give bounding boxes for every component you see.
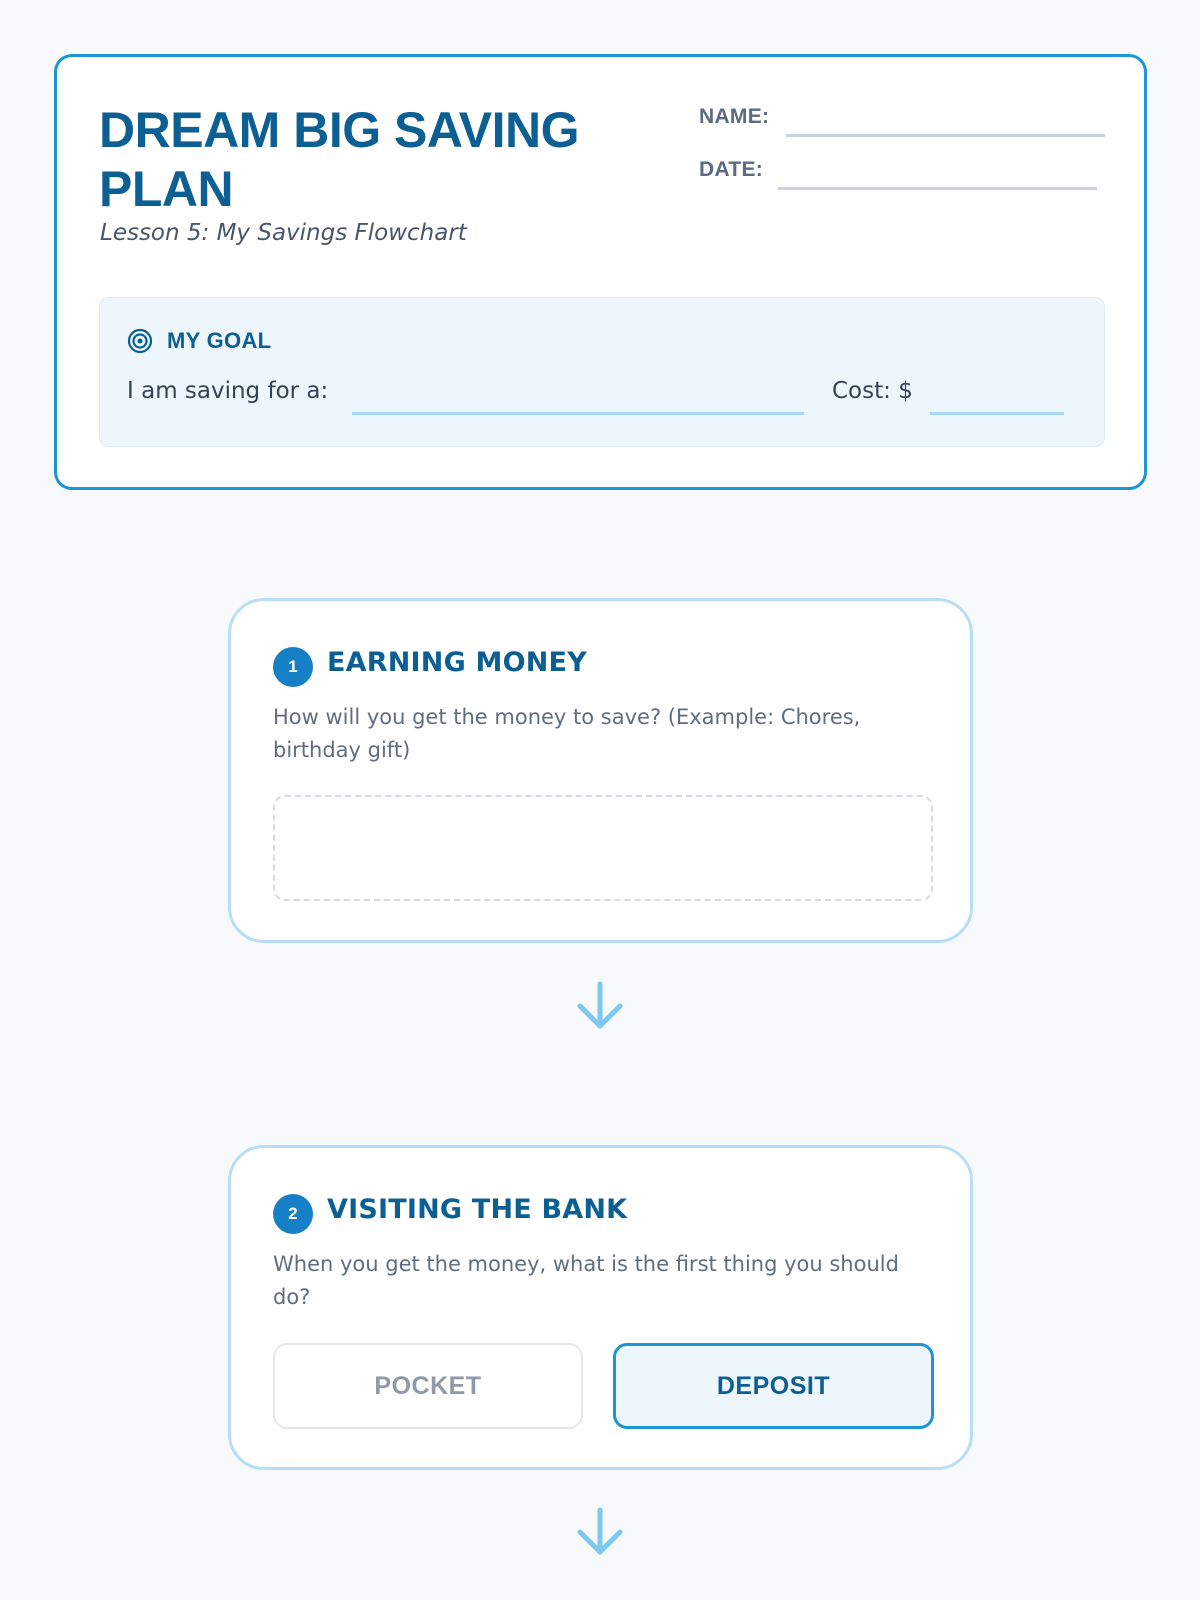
step-title: EARNING MONEY: [327, 647, 587, 678]
page-title: DREAM BIG SAVING PLAN: [99, 102, 579, 217]
target-icon: [127, 328, 153, 354]
step-title: VISITING THE BANK: [327, 1194, 628, 1225]
arrow-down-icon: [575, 980, 625, 1032]
saving-for-label: I am saving for a:: [127, 378, 329, 404]
choice-pocket-button[interactable]: POCKET: [273, 1343, 583, 1429]
step-number-badge: 2: [273, 1194, 313, 1234]
date-field[interactable]: [778, 187, 1097, 190]
step-card-earning-money: [228, 598, 973, 943]
goal-box: [99, 297, 1105, 447]
answer-box[interactable]: [273, 795, 933, 901]
arrow-down-icon: [575, 1506, 625, 1558]
header-card: [54, 54, 1147, 490]
step-card-visiting-the-bank: [228, 1145, 973, 1470]
step-question: How will you get the money to save? (Example: Chores, birthday gift): [273, 705, 861, 762]
choice-deposit-button[interactable]: DEPOSIT: [613, 1343, 934, 1429]
saving-for-field[interactable]: [352, 412, 804, 415]
cost-field[interactable]: [930, 412, 1064, 415]
name-field[interactable]: [786, 134, 1105, 137]
page-subtitle: Lesson 5: My Savings Flowchart: [100, 220, 467, 246]
date-label: DATE:: [699, 158, 764, 181]
step-question: When you get the money, what is the first thing you should do?: [273, 1252, 899, 1309]
name-label: NAME:: [699, 105, 770, 128]
step-number-badge: 1: [273, 647, 313, 687]
cost-label: Cost: $: [832, 378, 913, 404]
goal-heading: MY GOAL: [167, 328, 272, 353]
